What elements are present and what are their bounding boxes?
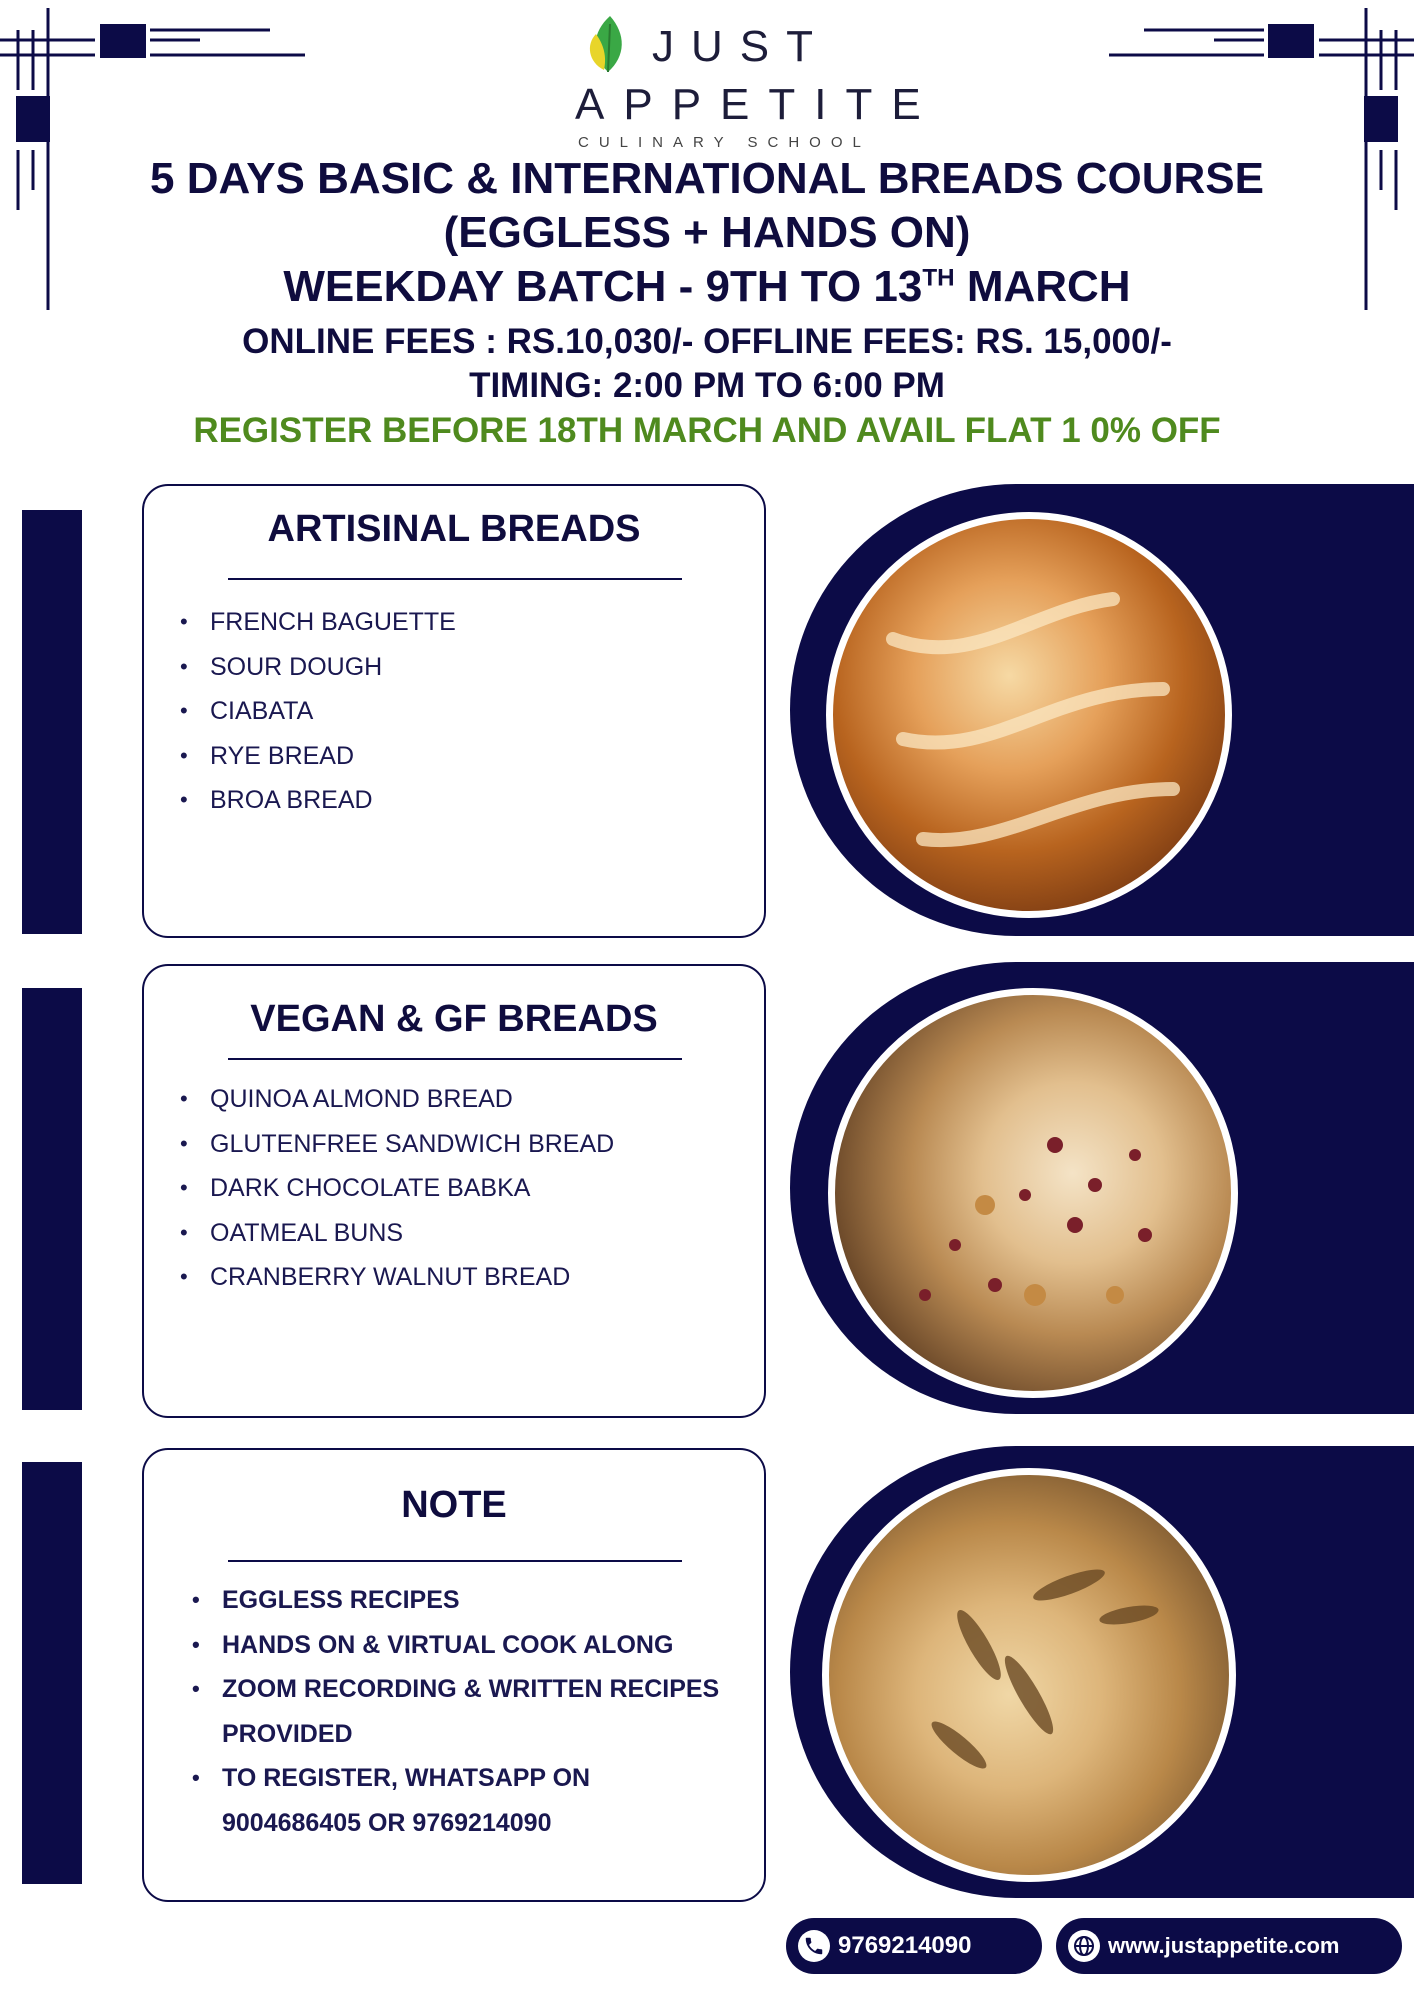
section-divider xyxy=(228,578,682,580)
list-item-continued: PROVIDED xyxy=(222,1719,353,1748)
list-item-continued: 9004686405 OR 9769214090 xyxy=(222,1808,552,1837)
fees-line: ONLINE FEES : RS.10,030/- OFFLINE FEES: RS. 15,000/- xyxy=(242,322,1172,361)
batch-dates xyxy=(0,262,1414,312)
section-title: ARTISINAL BREADS xyxy=(267,508,641,550)
logo-word-just: JUST xyxy=(652,22,830,71)
fougasse-bread-photo xyxy=(822,1468,1236,1882)
course-title-line1: 5 DAYS BASIC & INTERNATIONAL BREADS COURSE xyxy=(150,154,1264,203)
logo-word-appetite: APPETITE xyxy=(575,80,940,129)
logo-tagline: CULINARY SCHOOL xyxy=(578,134,871,151)
list-item: • DARK CHOCOLATE BABKA xyxy=(210,1166,614,1211)
course-title-line2: (EGGLESS + HANDS ON) xyxy=(443,208,971,257)
globe-icon xyxy=(1068,1930,1100,1962)
offer-line: REGISTER BEFORE 18TH MARCH AND AVAIL FLAT 1 0% OFF xyxy=(193,411,1221,450)
phone-number[interactable]: 9769214090 xyxy=(838,1932,972,1959)
timing-line: TIMING: 2:00 PM TO 6:00 PM xyxy=(469,366,945,405)
list-item: • ZOOM RECORDING & WRITTEN RECIPES xyxy=(222,1667,719,1712)
section-item-list xyxy=(210,600,456,823)
list-item: • OATMEAL BUNS xyxy=(210,1211,614,1256)
braided-bread-photo xyxy=(826,512,1232,918)
list-item: • FRENCH BAGUETTE xyxy=(210,600,456,645)
website-link[interactable]: www.justappetite.com xyxy=(1108,1933,1340,1958)
section-card-vegan xyxy=(142,964,766,1418)
section-title: NOTE xyxy=(401,1484,507,1526)
phone-pill[interactable] xyxy=(786,1918,1042,1974)
cranberry-walnut-bread-photo xyxy=(828,988,1238,1398)
section-item-list xyxy=(222,1578,719,1845)
list-item: • EGGLESS RECIPES xyxy=(222,1578,719,1623)
website-pill[interactable] xyxy=(1056,1918,1402,1974)
section-item-list xyxy=(210,1077,614,1300)
list-item: • TO REGISTER, WHATSAPP ON xyxy=(222,1756,719,1801)
leaf-logo-icon xyxy=(586,14,632,74)
batch-dates-sup: TH xyxy=(922,264,955,292)
list-item: • QUINOA ALMOND BREAD xyxy=(210,1077,614,1122)
section-card-artisinal xyxy=(142,484,766,938)
batch-dates-text: WEEKDAY BATCH - 9TH TO 13 xyxy=(283,262,923,311)
list-item: • SOUR DOUGH xyxy=(210,645,456,690)
side-bar-1 xyxy=(22,510,82,934)
list-item: • CRANBERRY WALNUT BREAD xyxy=(210,1255,614,1300)
list-item: • CIABATA xyxy=(210,689,456,734)
school-logo xyxy=(560,10,940,151)
phone-icon xyxy=(798,1930,830,1962)
list-item: • BROA BREAD xyxy=(210,778,456,823)
batch-dates-month: MARCH xyxy=(954,262,1131,311)
list-item: • RYE BREAD xyxy=(210,734,456,779)
section-divider xyxy=(228,1560,682,1562)
side-bar-2 xyxy=(22,988,82,1410)
section-title: VEGAN & GF BREADS xyxy=(250,998,658,1040)
list-item: • GLUTENFREE SANDWICH BREAD xyxy=(210,1122,614,1167)
section-divider xyxy=(228,1058,682,1060)
section-card-note xyxy=(142,1448,766,1902)
list-item: • HANDS ON & VIRTUAL COOK ALONG xyxy=(222,1623,719,1668)
side-bar-3 xyxy=(22,1462,82,1884)
